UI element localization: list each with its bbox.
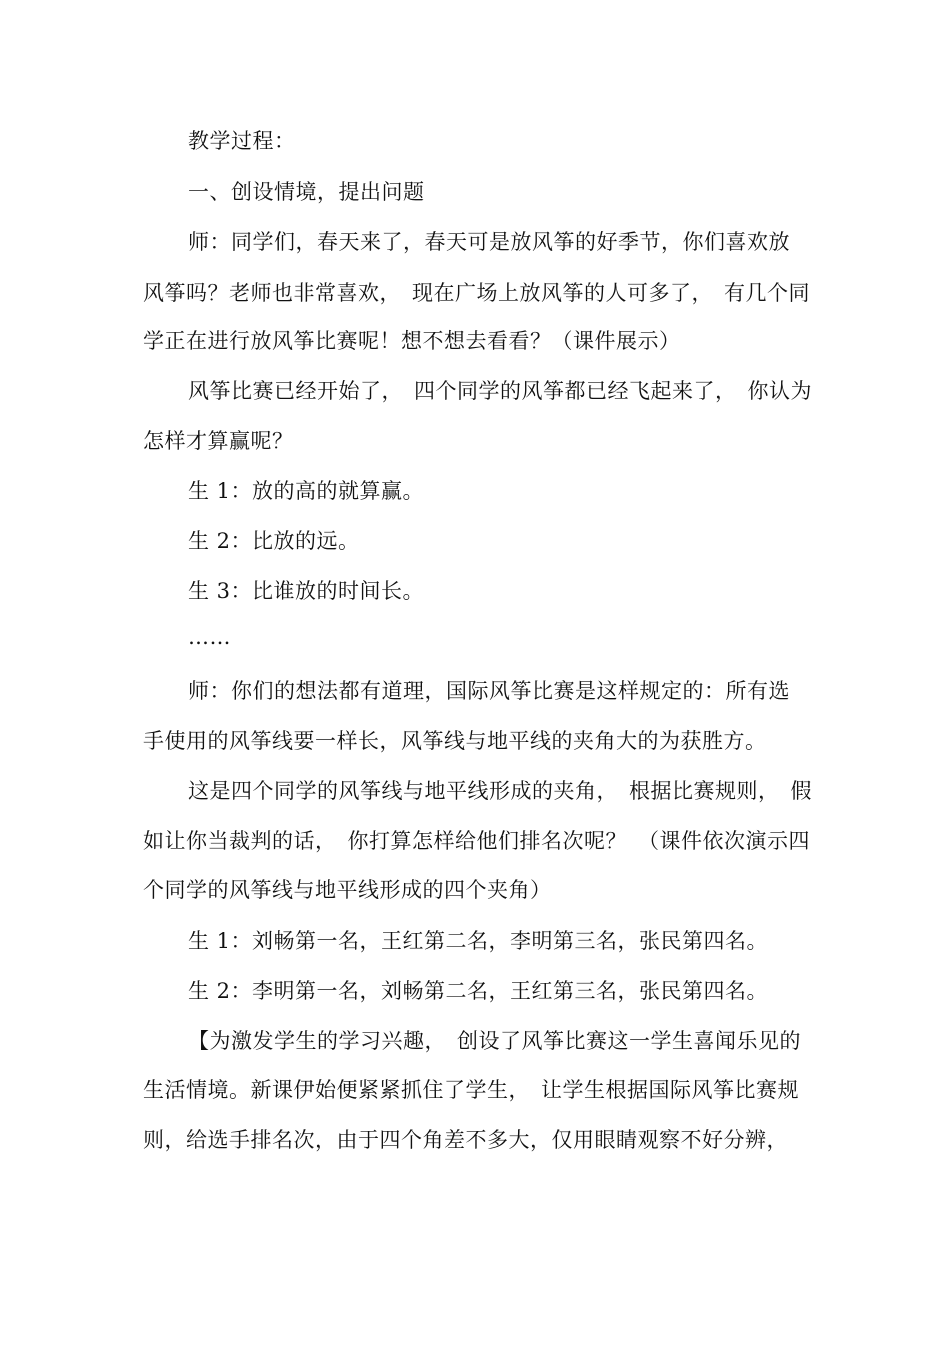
paragraph-line: 风筝比赛已经开始了， 四个同学的风筝都已经飞起来了， 你认为 xyxy=(188,379,812,403)
section-heading-teaching-process: 教学过程： xyxy=(188,129,296,153)
paragraph-line: 手使用的风筝线要一样长，风筝线与地平线的夹角大的为获胜方。 xyxy=(143,729,767,753)
student-answer-line: 生 3：比谁放的时间长。 xyxy=(188,579,425,603)
paragraph-line: 如让你当裁判的话， 你打算怎样给他们排名次呢？ （课件依次演示四 xyxy=(143,829,810,853)
paragraph-line: 风筝吗？老师也非常喜欢， 现在广场上放风筝的人可多了， 有几个同 xyxy=(143,281,810,305)
paragraph-line: 师：你们的想法都有道理，国际风筝比赛是这样规定的：所有选 xyxy=(188,679,790,703)
paragraph-line: 怎样才算赢呢？ xyxy=(143,429,294,453)
paragraph-line: 个同学的风筝线与地平线形成的四个夹角） xyxy=(143,878,552,902)
commentary-line: 生活情境。新课伊始便紧紧抓住了学生， 让学生根据国际风筝比赛规 xyxy=(143,1078,799,1102)
ellipsis-line: …… xyxy=(188,625,231,649)
student-answer-line: 生 2：比放的远。 xyxy=(188,529,360,553)
paragraph-line: 师：同学们，春天来了，春天可是放风筝的好季节，你们喜欢放 xyxy=(188,230,790,254)
commentary-line: 【为激发学生的学习兴趣， 创设了风筝比赛这一学生喜闻乐见的 xyxy=(188,1029,801,1053)
student-answer-line: 生 1：放的高的就算赢。 xyxy=(188,479,425,503)
paragraph-line: 学正在进行放风筝比赛呢！想不想去看看？（课件展示） xyxy=(143,329,681,353)
student-answer-line: 生 2：李明第一名，刘畅第二名，王红第三名，张民第四名。 xyxy=(188,979,769,1003)
commentary-line: 则，给选手排名次，由于四个角差不多大，仅用眼睛观察不好分辨， xyxy=(143,1128,788,1152)
paragraph-line: 这是四个同学的风筝线与地平线形成的夹角， 根据比赛规则， 假 xyxy=(188,779,812,803)
student-answer-line: 生 1：刘畅第一名，王红第二名，李明第三名，张民第四名。 xyxy=(188,929,769,953)
subsection-heading: 一、创设情境，提出问题 xyxy=(188,180,425,204)
